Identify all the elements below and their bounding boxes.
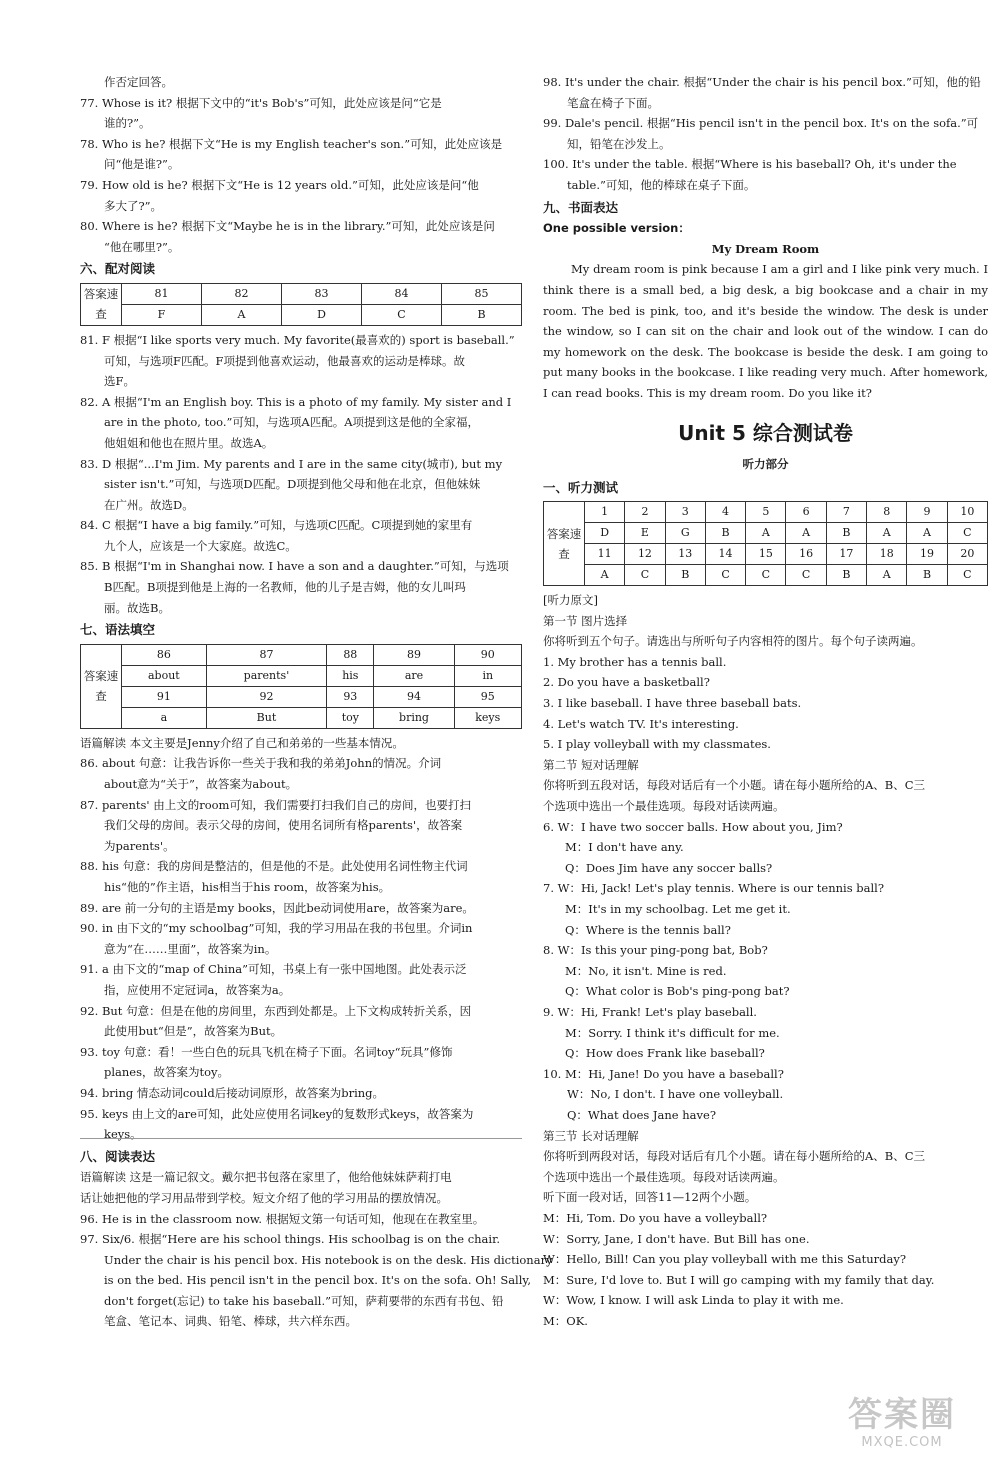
part3-heading: 第三节 长对话理解 xyxy=(543,1128,639,1143)
list-item: 2. Do you have a basketball? xyxy=(543,675,710,690)
part2-instructions: 你将听到五段对话，每段对话后有一个小题。请在每小题所给的A、B、C三 个选项中选出一个最佳选项。每段对话读两遍。 xyxy=(543,778,926,814)
watermark-logo: 答案圈 MXQE.COM xyxy=(848,1395,956,1450)
list-item: 5. I play volleyball with my classmates. xyxy=(543,737,771,752)
dialog-line: W：Wow, I know. I will ask Linda to play it with me. xyxy=(543,1293,844,1308)
dialog-7: 7. W：Hi, Jack! Let's play tennis. Where is our tennis ball? M：It's in my schoolbag. Let me get it. Q：Where is the tennis ball? xyxy=(543,881,885,937)
answer-81: 81. F 根据“I like sports very much. My favorite(最喜欢的) sport is baseball.” 可知，与选项F匹配。F项提到他喜欢运动，他最喜欢的运动是棒球。故 选F。 xyxy=(80,332,515,389)
right-column xyxy=(543,72,988,1331)
answer-92: 92. But 句意：但是在他的房间里，东西到处都是。上下文构成转折关系，因 此使用but“但是”，故答案为But。 xyxy=(80,1003,472,1039)
table-label: 答案速查 xyxy=(81,644,122,728)
section-heading-6: 六、配对阅读 xyxy=(80,261,156,277)
possible-version-label: One possible version： xyxy=(543,221,690,236)
dialog-9: 9. W：Hi, Frank! Let's play baseball. M：Sorry. I think it's difficult for me. Q：How does Frank like baseball? xyxy=(543,1004,780,1061)
table-label: 答案速查 xyxy=(544,502,585,586)
answer-77: 77. Whose is it? 根据下文中的“it's Bob's”可知，此处应该是问“它是 谁的?”。 xyxy=(80,95,442,131)
answer-91: 91. a 由下文的“map of China”可知，书桌上有一张中国地图。此处表示泛 指，应使用不定冠词a，故答案为a。 xyxy=(80,962,467,997)
dialog-line: M：Sure, I'd love to. But I will go camping with my family that day. xyxy=(543,1272,935,1287)
passage-summary-7: 语篇解读 本文主要是Jenny介绍了自己和弟弟的一些基本情况。 xyxy=(80,735,404,750)
answer-97: 97. Six/6. 根据“Here are his school things. His schoolbag is on the chair. Under the chair is his pencil box. His notebook is on the desk. His dictionary is on the bed. His pencil isn't in the pencil box. It's on the sofa. Oh! Sally, don't forget(忘记) to take his baseball.”可知，萨莉要带的东西有书包、铅 笔盒、笔记本、词典、铅笔、棒球，共六样东西。 xyxy=(80,1232,553,1329)
dialog-line: W：Hello, Bill! Can you play volleyball with me this Saturday? xyxy=(543,1252,907,1267)
transcript-label: [听力原文] xyxy=(543,593,598,608)
dialog-10: 10. M：Hi, Jane! Do you have a baseball? W：No, I don't. I have one volleyball. Q：What does Jane have? xyxy=(543,1066,784,1122)
divider-line xyxy=(80,1138,522,1139)
essay-body: My dream room is pink because I am a girl and I like pink very much. I think there is a small bed, a big desk, a big bookcase and a chair in my room. The bed is pink, too, and it's beside the window. The desk is under the window, so I can sit on the chair and look out of the window. I can do my homework on the desk. The bookcase is beside the desk. I am going to put many books in the bookcase. I like reading very much. After homework, I can read books. This is my dream room. Do you like it? xyxy=(543,262,988,400)
answer-94: 94. bring 情态动词could后接动词原形，故答案为bring。 xyxy=(80,1085,385,1100)
answer-93: 93. toy 句意：看！一些白色的玩具飞机在椅子下面。名词toy“玩具”修饰 planes，故答案为toy。 xyxy=(80,1044,453,1080)
answer-98: 98. It's under the chair. 根据“Under the chair is his pencil box.”可知，他的铅 笔盒在椅子下面。 xyxy=(543,75,981,110)
part3-lead: 听下面一段对话，回答11—12两个小题。 xyxy=(543,1190,757,1205)
answer-99: 99. Dale's pencil. 根据“His pencil isn't in the pencil box. It's on the sofa.”可 知，铅笔在沙发上。 xyxy=(543,116,979,151)
answer-88: 88. his 句意：我的房间是整洁的，但是他的不是。此处使用名词性物主代词 his“他的”作主语，his相当于his room，故答案为his。 xyxy=(80,859,468,894)
section-heading-8: 八、阅读表达 xyxy=(80,1148,156,1164)
answer-82: 82. A 根据“I'm an English boy. This is a photo of my family. My sister and I are in the photo, too.”可知，与选项A匹配。A项提到这是他的全家福， 他姐姐和他也在照片里。故选A。 xyxy=(80,394,512,450)
list-item: 1. My brother has a tennis ball. xyxy=(543,654,727,669)
dialog-8: 8. W：Is this your ping-pong bat, Bob? M：No, it isn't. Mine is red. Q：What color is Bob's ping-pong bat? xyxy=(543,943,790,999)
section-heading-9: 九、书面表达 xyxy=(543,199,619,215)
part1-heading: 第一节 图片选择 xyxy=(543,613,628,628)
part3-instructions: 你将听到两段对话，每段对话后有几个小题。请在每小题所给的A、B、C三 个选项中选出一个最佳选项。每段对话读两遍。 xyxy=(543,1149,926,1184)
answer-84: 84. C 根据“I have a big family.”可知，与选项C匹配。C项提到她的家里有 九个人，应该是一个大家庭。故选C。 xyxy=(80,518,473,553)
answer-96: 96. He is in the classroom now. 根据短文第一句话可知，他现在在教室里。 xyxy=(80,1211,485,1226)
dialog-line: M：Hi, Tom. Do you have a volleyball? xyxy=(543,1210,768,1225)
unit-title: Unit 5 综合测试卷 xyxy=(678,420,853,445)
part2-heading: 第二节 短对话理解 xyxy=(543,757,639,772)
section-heading-1: 一、听力测试 xyxy=(543,479,619,495)
part1-items xyxy=(543,652,988,755)
answer-83: 83. D 根据“...I'm Jim. My parents and I are in the same city(城市), but my sister isn't.”可知，与选项D匹配。D项提到他父母和他在北京，但他妹妹 在广州。故选D。 xyxy=(80,456,503,512)
answer-79: 79. How old is he? 根据下文“He is 12 years old.”可知，此处应该是问“他 多大了?”。 xyxy=(80,177,479,213)
answer-table-6: 答案速查 81 82 83 84 85 F A D C B xyxy=(80,283,522,326)
passage-summary-8: 语篇解读 这是一篇记叙文。戴尔把书包落在家里了，他给他妹妹萨莉打电 话让她把他的学习用品带到学校。短文介绍了他的学习用品的摆放情况。 xyxy=(80,1170,452,1205)
dialog-line: M：OK. xyxy=(543,1313,588,1328)
answer-89: 89. are 前一分句的主语是my books，因此be动词使用are，故答案为are。 xyxy=(80,900,474,915)
answer-100: 100. It's under the table. 根据“Where is his baseball? Oh, it's under the table.”可知，他的棒球在桌子下面。 xyxy=(543,157,957,192)
list-item: 3. I like baseball. I have three baseball bats. xyxy=(543,696,802,711)
answer-85: 85. B 根据“I'm in Shanghai now. I have a son and a daughter.”可知，与选项 B匹配。B项提到他是上海的一名教师，他的儿子是吉姆，他的女儿叫玛 丽。故选B。 xyxy=(80,559,509,615)
left-column xyxy=(80,72,553,1332)
essay-title: My Dream Room xyxy=(711,241,820,256)
answer-90: 90. in 由下文的“my schoolbag”可知，我的学习用品在我的书包里。介词in 意为“在……里面”，故答案为in。 xyxy=(80,921,473,956)
part1-instructions: 你将听到五个句子。请选出与所听句子内容相符的图片。每个句子读两遍。 xyxy=(543,634,923,649)
list-item: 4. Let's watch TV. It's interesting. xyxy=(543,716,739,731)
continuation-text: 作否定回答。 xyxy=(104,75,173,89)
table-label: 答案速查 xyxy=(81,283,122,325)
answer-table-listening: 答案速查 1 2 3 4 5 6 7 8 9 10 D E G B A A B A A C 11 12 13 14 15 16 17 18 19 20 A C B C C C B A B C xyxy=(543,501,988,586)
part-title: 听力部分 xyxy=(742,456,789,471)
answer-87: 87. parents' 由上文的room可知，我们需要打扫我们自己的房间，也要打扫 我们父母的房间。表示父母的房间，使用名词所有格parents'，故答案 为parents'。 xyxy=(80,797,471,853)
dialog-6: 6. W：I have two soccer balls. How about you, Jim? M：I don't have any. Q：Does Jim have any soccer balls? xyxy=(543,819,843,875)
answer-table-7: 答案速查 86 87 88 89 90 about parents' his are in 91 92 93 94 95 a But toy bring keys xyxy=(80,644,522,729)
answer-80: 80. Where is he? 根据下文“Maybe he is in the library.”可知，此处应该是问 “他在哪里?”。 xyxy=(80,219,495,254)
answer-95: 95. keys 由上文的are可知，此处应使用名词key的复数形式keys，故答案为 keys。 xyxy=(80,1106,474,1142)
long-dialog xyxy=(543,1208,988,1332)
dialog-line: W：Sorry, Jane, I don't have. But Bill has one. xyxy=(543,1231,810,1246)
answer-78: 78. Who is he? 根据下文“He is my English teacher's son.”可知，此处应该是 问“他是谁?”。 xyxy=(80,136,503,172)
answer-86: 86. about 句意：让我告诉你一些关于我和我的弟弟John的情况。介词 about意为“关于”，故答案为about。 xyxy=(80,756,442,792)
section-heading-7: 七、语法填空 xyxy=(80,622,156,638)
